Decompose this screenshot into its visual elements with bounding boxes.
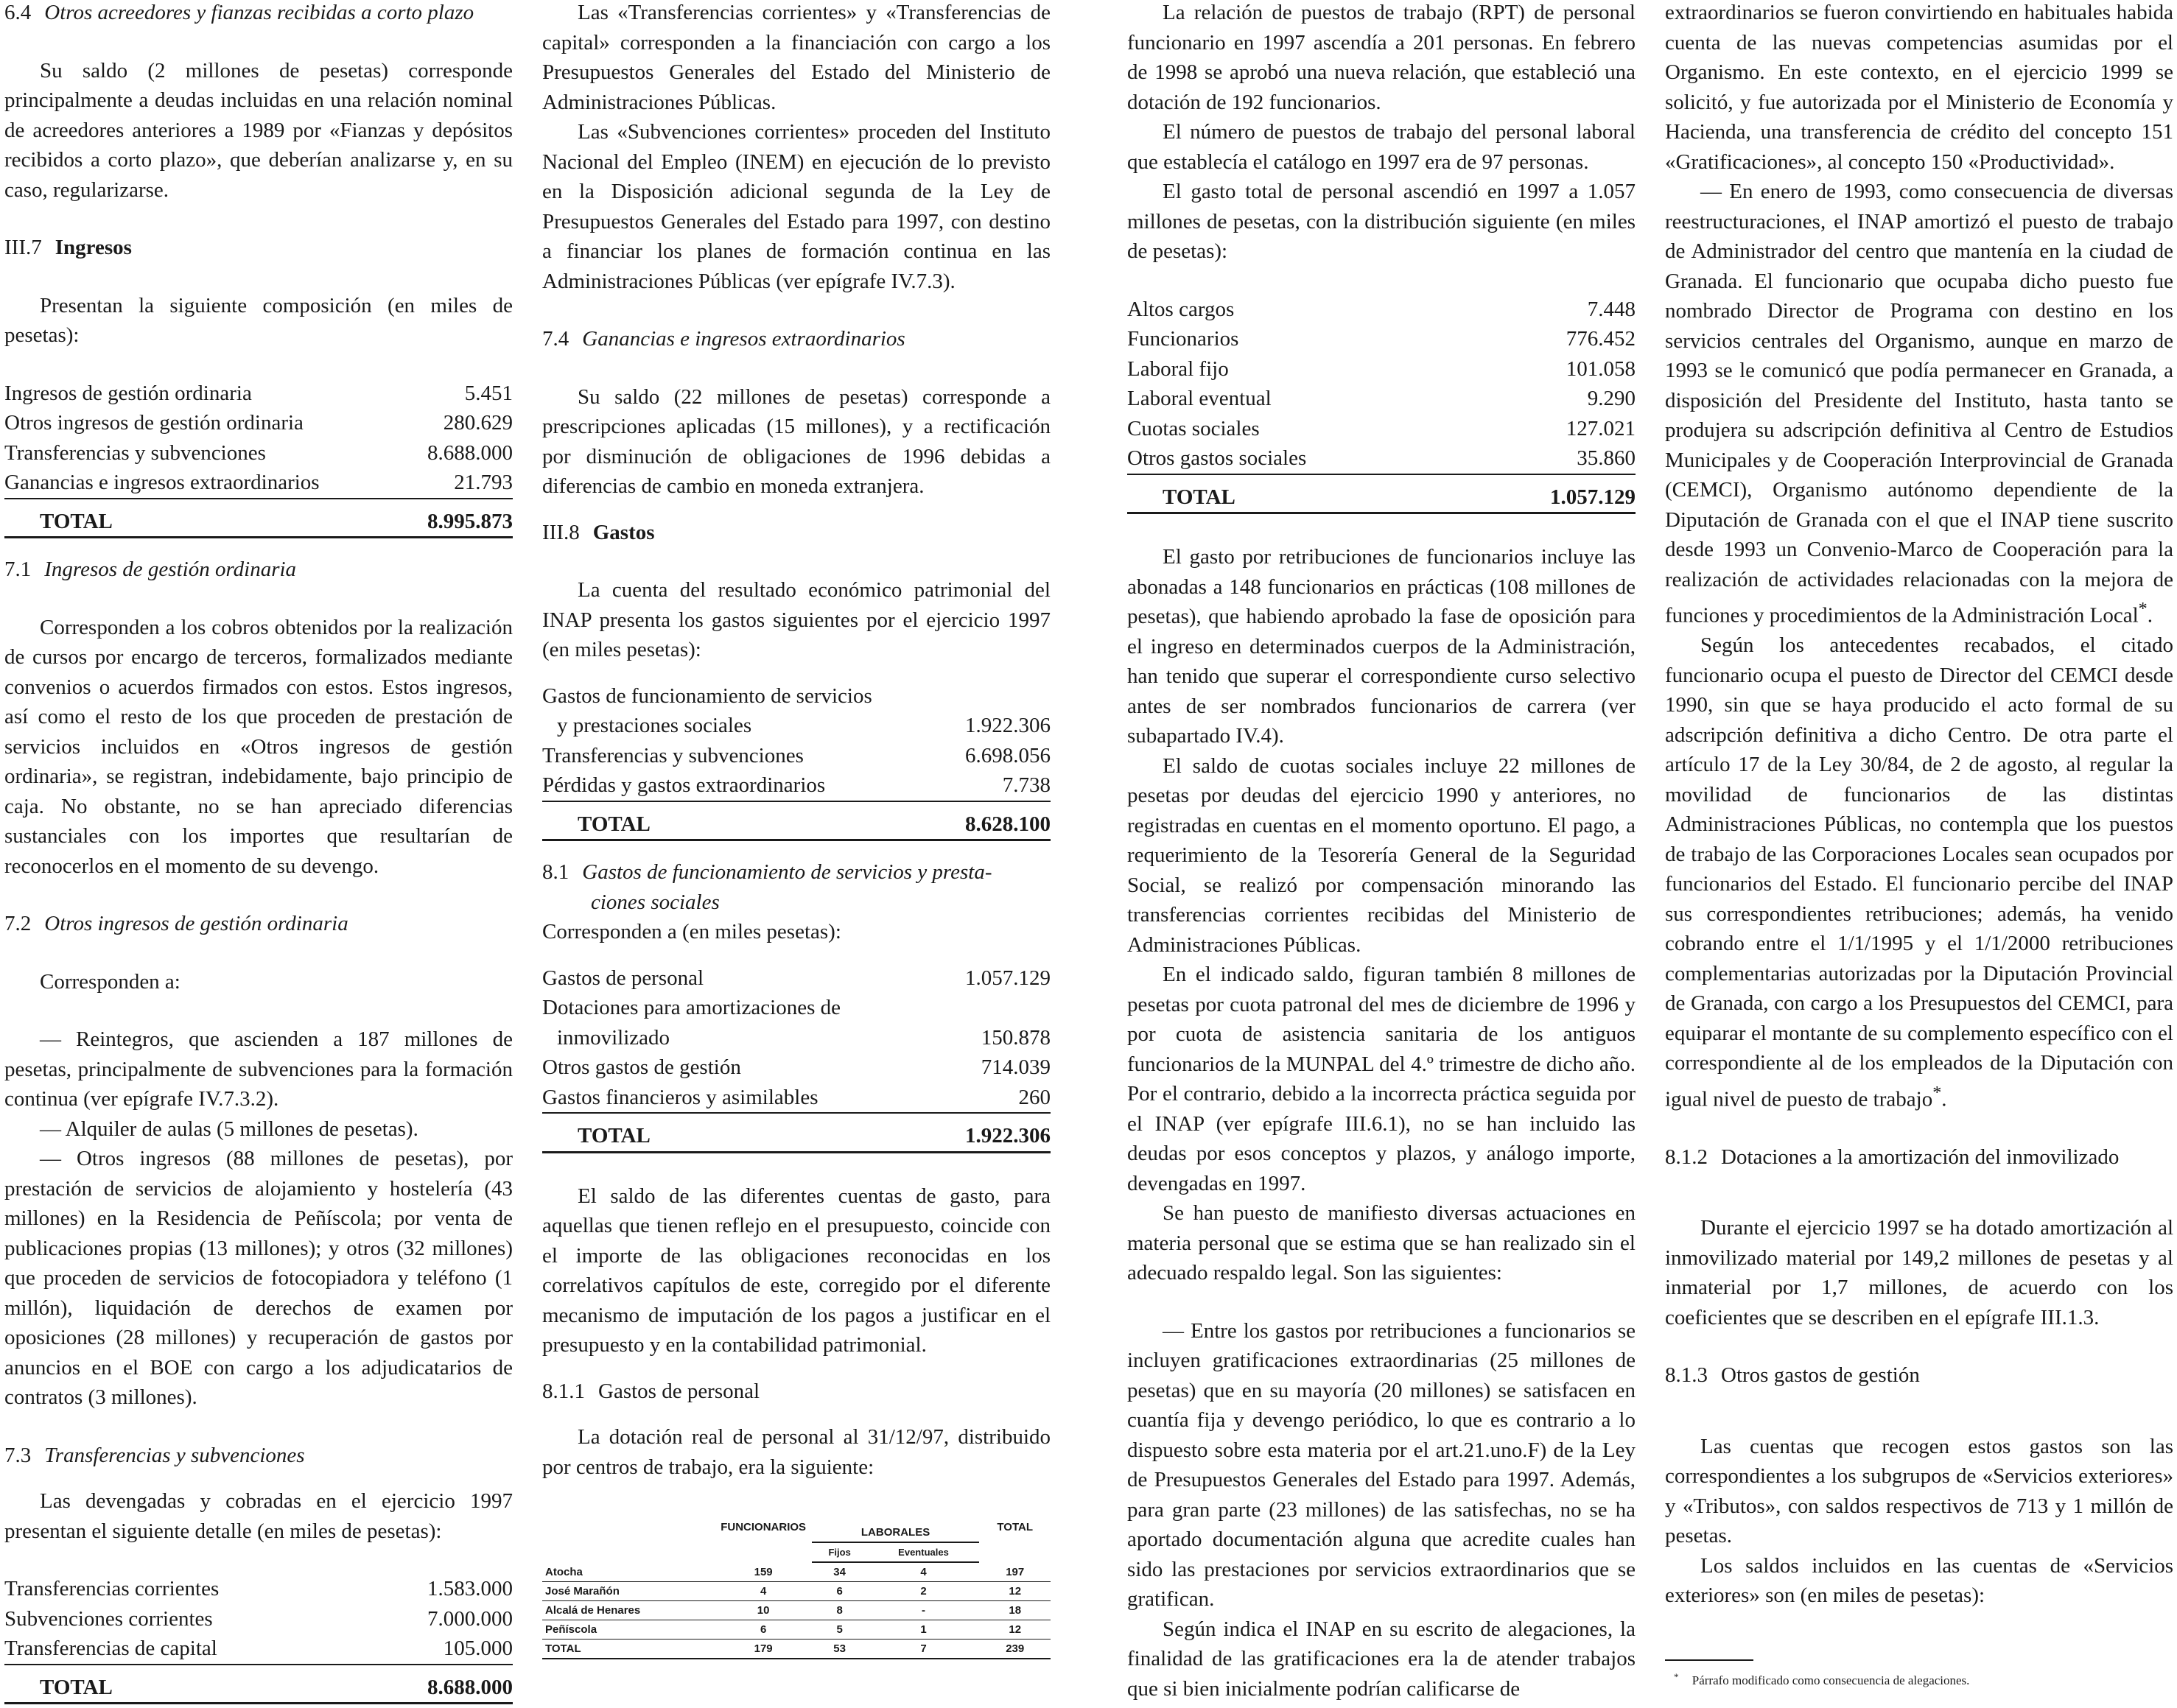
paragraph: El saldo de cuotas sociales incluye 22 millones de pesetas por deudas del ejercicio 1990 y anteriores, no registradas en cuentas en el momento oportuno. El pago, a requerimiento de la Tesorería General de la Seguridad Social, se realizó por compensación minorando las transferencias corrientes recibidas del Ministerio de Administraciones Públicas. — [1127, 753, 1636, 957]
table-subheader-row: Fijos Eventuales — [542, 1542, 1051, 1562]
table-row: Ingresos de gestión ordinaria 5.451 — [4, 381, 513, 405]
table-total-row: TOTAL 8.995.873 — [4, 499, 513, 538]
paragraph: El gasto por retribuciones de funcionarios incluye las abonadas a 148 funcionarios en prácticas (108 millones de pesetas), que habiendo aprobado la fase de oposición para el ingreso en determinados cuerpos de la Administración, han tenido que superar el correspondiente curso selectivo antes de ser nombrados funcionarios de carrera (ver subapartado IV.4). — [1127, 545, 1636, 748]
heading-7-2: 7.2 Otros ingresos de gestión ordinaria — [4, 912, 348, 935]
table-row: José Marañón 4 6 2 12 — [542, 1582, 1051, 1601]
table-total-row: TOTAL 8.628.100 — [542, 801, 1051, 840]
column-1 — [4, 0, 513, 1704]
footnote: * Párrafo modificado como consecuencia de alegaciones. — [1674, 1670, 1970, 1688]
table-row: Transferencias de capital 105.000 — [4, 1634, 513, 1665]
heading-7-4: 7.4 Ganancias e ingresos extraordinarios — [542, 327, 905, 351]
table-total-row: TOTAL 179 53 7 239 — [542, 1640, 1051, 1659]
paragraph: El saldo de las diferentes cuentas de gasto, para aquellas que tienen reflejo en el presupuesto, coincide con el importe de las obligaciones reconocidas en los correlativos capítulos de este, corregido por el diferente mecanismo de imputación de los pagos a justificar en el presupuesto y en la contabilidad patrimonial. — [542, 1184, 1051, 1357]
heading-6-4: 6.4 Otros acreedores y fianzas recibidas a corto plazo — [4, 1, 474, 24]
table-total-row: TOTAL 1.922.306 — [542, 1113, 1051, 1152]
paragraph: Presentan la siguiente composición (en miles de pesetas): — [4, 293, 513, 347]
table-header-row: FUNCIONARIOS LABORALES TOTAL — [721, 1520, 1033, 1539]
paragraph: Su saldo (2 millones de pesetas) corresponde principalmente a deudas incluidas en una relación nominal de acreedores anteriores a 1989 por «Fianzas y depósitos recibidos a corto plazo», que deberían analizarse y, en su caso, regularizarse. — [4, 58, 513, 202]
heading-8-1-3: 8.1.3 Otros gastos de gestión — [1665, 1363, 1920, 1388]
column-2 — [542, 0, 1051, 1659]
paragraph: El número de puestos de trabajo del personal laboral que establecía el catálogo en 1997 era de 97 personas. — [1127, 120, 1636, 174]
paragraph: La relación de puestos de trabajo (RPT) de personal funcionario en 1997 ascendía a 201 personas. En febrero de 1998 se aprobó una nueva relación, que estableció una dotación de 192 funcionarios. — [1127, 1, 1636, 114]
table-row: Transferencias y subvenciones 8.688.000 — [4, 440, 513, 465]
table-row: Otros ingresos de gestión ordinaria 280.629 — [4, 411, 513, 435]
table-total-row: TOTAL 8.688.000 — [4, 1665, 513, 1704]
table-row: y prestaciones sociales 1.922.306 — [557, 714, 1051, 737]
footnote-divider — [1665, 1659, 1753, 1661]
list-item: — Otros ingresos (88 millones de pesetas), por prestación de servicios de alojamiento y hostelería (43 millones) en la Residencia de Peñíscola; por venta de publicaciones propias (13 millones); y otros (32 millones) que proceden de servicios de fotocopiadora y teléfono (1 millón), liquidación de derechos de examen por oposiciones (28 millones) y recuperación de gastos por anuncios en el BOE con cargo a los adjudicatarios de contratos (3 millones). — [4, 1147, 513, 1409]
paragraph: Durante el ejercicio 1997 se ha dotado amortización al inmovilizado material por 149,2 millones de pesetas y al inmaterial por 1,7 millones, de acuerdo con los coeficientes que se describen en el epígrafe III.1.3. — [1665, 1216, 2173, 1329]
personnel-cost-table — [1127, 295, 1636, 515]
list-item: — Alquiler de aulas (5 millones de pesetas). — [40, 1117, 418, 1141]
table-row: Gastos financieros y asimilables 260 — [542, 1083, 1051, 1114]
paragraph: En el indicado saldo, figuran también 8 millones de pesetas por cuota patronal del mes de diciembre de 1996 y por cuota de asistencia sanitaria de los antiguos funcionarios de la MUNPAL del 4.º trimestre de dicho año. Por el contrario, debido a la incorrecta práctica seguida por el INAP (ver epígrafe III.6.1), no se han incluido las deudas por esos conceptos y plazos, y análogo importe, devengadas en 1997. — [1127, 963, 1636, 1195]
list-item: — Reintegros, que ascienden a 187 millones de pesetas, principalmente de subvenciones para la formación continua (ver epígrafe IV.7.3.2). — [4, 1027, 513, 1111]
list-item: — En enero de 1993, como consecuencia de diversas reestructuraciones, el INAP amortizó el puesto de trabajo de Administrador del centro que mantenía en la ciudad de Granada. El funcionario que ocupaba dicho puesto fue nombrado Director de Programa con destino en los servicios centrales del Organismo, aunque en marzo de 1993 se le comunicó que podía permanecer en Granada, a disposición del Presidente del Instituto, hasta tanto se produjera su adscripción definitiva al Centro de Estudios Municipales y de Cooperación Interprovincial de Granada (CEMCI), Organismo autónomo dependiente de la Diputación de Granada con el que el INAP tiene suscrito desde 1993 un Convenio-Marco de Cooperación para la realización de actividades relacionadas con la mejora de funciones y procedimientos de la Administración Local*. — [1665, 180, 2173, 628]
table-row: Gastos de funcionamiento de servicios — [542, 683, 872, 708]
paragraph: extraordinarios se fueron convirtiendo en habituales habida cuenta de las nuevas competencias asumidas por el Organismo. En este contexto, en el ejercicio 1999 se solicitó, y fue autorizada por el Ministerio de Economía y Hacienda, una transferencia de crédito del concepto 151 «Gratificaciones», al concepto 150 «Productividad». — [1665, 1, 2173, 174]
paragraph: Corresponden a los cobros obtenidos por la realización de cursos por encargo de terceros, formalizados mediante convenios o acuerdos firmados con estos. Estos ingresos, así como el resto de los que proceden de prestación de servicios incluidos en «Otros ingresos de gestión ordinaria», se registran, indebidamente, bajo principio de caja. No obstante, no se han apreciado diferencias sustanciales con los importes que resultarían de reconocerlos en el momento de su devengo. — [4, 615, 513, 878]
table-row: Transferencias corrientes 1.583.000 — [4, 1577, 513, 1600]
table-row: Peñíscola 6 5 1 12 — [542, 1620, 1051, 1640]
paragraph: Se han puesto de manifiesto diversas actuaciones en materia personal que se estima que se han realizado sin el adecuado respaldo legal. Son las siguientes: — [1127, 1201, 1636, 1284]
table-row: Pérdidas y gastos extraordinarios 7.738 — [542, 770, 1051, 801]
paragraph: El gasto total de personal ascendió en 1997 a 1.057 millones de pesetas, con la distribución siguiente (en miles de pesetas): — [1127, 180, 1636, 263]
paragraph: Corresponden a (en miles pesetas): — [542, 920, 841, 943]
table-row: Laboral fijo 101.058 — [1127, 356, 1636, 381]
table-row: Altos cargos 7.448 — [1127, 297, 1636, 321]
heading-7-3: 7.3 Transferencias y subvenciones — [4, 1443, 305, 1467]
heading-8-1: 8.1 Gastos de funcionamiento de servicios y presta- ciones sociales — [542, 860, 992, 914]
paragraph: Su saldo (22 millones de pesetas) corresponde a prescripciones aplicadas (15 millones), y a rectificación por disminución de obligaciones de 1996 debidas a diferencias de cambio en moneda extranjera. — [542, 384, 1051, 498]
heading-III-8: III.8 Gastos — [542, 520, 655, 544]
table-row: Gastos de personal 1.057.129 — [542, 966, 1051, 990]
paragraph: Según los antecedentes recabados, el citado funcionario ocupa el puesto de Director del CEMCI desde 1990, sin que se haya producido el acto formal de su adscripción definitiva a dicho Centro. De otra parte el artículo 17 de la Ley 30/84, de 2 de agosto, al regular la movilidad de funcionarios de las distintas Administraciones Públicas, no contempla que los puestos de trabajo de las Corporaciones Locales sean ocupados por funcionarios del Estado. El funcionario percibe del INAP sus correspondientes retribuciones; además, ha venido cobrando entre el 1/1/1995 y el 1/1/2000 retribuciones complementarias autorizadas por la Diputación Provincial de Granada, con cargo a los Presupuestos del CEMCI, para equiparar el montante de su complemento específico con el correspondiente al de los empleados de la Diputación con igual nivel de puesto de trabajo*. — [1665, 633, 2173, 1111]
paragraph: Las «Subvenciones corrientes» proceden del Instituto Nacional del Empleo (INEM) en ejecución de lo previsto en la Disposición adicional segunda de la Ley de Presupuestos Generales del Estado para 1997, con destino a financiar los planes de formación continua en las Administraciones Públicas (ver epígrafe IV.7.3). — [542, 120, 1051, 293]
table-row: Dotaciones para amortizaciones de — [542, 996, 841, 1019]
heading-8-1-2: 8.1.2 Dotaciones a la amortización del inmovilizado — [1665, 1145, 2120, 1169]
table-row: Otros gastos sociales 35.860 — [1127, 443, 1636, 474]
table-row: Funcionarios 776.452 — [1127, 327, 1636, 351]
footnote-marker: * — [1932, 1082, 1942, 1103]
paragraph: Los saldos incluidos en las cuentas de «Servicios exteriores» son (en miles de pesetas): — [1665, 1553, 2173, 1608]
heading-7-1: 7.1 Ingresos de gestión ordinaria — [4, 558, 297, 581]
column-3 — [1127, 0, 1636, 1704]
column-4 — [1665, 0, 2173, 1690]
paragraph: Corresponden a: — [40, 969, 180, 994]
table-row: inmovilizado 150.878 — [557, 1025, 1051, 1050]
table-row: Alcalá de Henares 10 8 - 18 — [542, 1601, 1051, 1620]
transfers-table — [4, 1574, 513, 1704]
table-row: Subvenciones corrientes 7.000.000 — [4, 1606, 513, 1631]
table-row: Transferencias y subvenciones 6.698.056 — [542, 743, 1051, 767]
footnote-marker: * — [2138, 599, 2148, 619]
paragraph: Según indica el INAP en su escrito de alegaciones, la finalidad de las gratificaciones era la de atender trabajos que si bien inicialmente podrían calificarse de — [1127, 1617, 1636, 1701]
heading-8-1-1: 8.1.1 Gastos de personal — [542, 1379, 760, 1403]
paragraph: La dotación real de personal al 31/12/97, distribuido por centros de trabajo, era la siguiente: — [542, 1425, 1051, 1479]
paragraph: La cuenta del resultado económico patrimonial del INAP presenta los gastos siguientes por el ejercicio 1997 (en miles pesetas): — [542, 578, 1051, 661]
paragraph: Las devengadas y cobradas en el ejercicio 1997 presentan el siguiente detalle (en miles de pesetas): — [4, 1489, 513, 1543]
expenses-table — [542, 681, 1051, 842]
table-row: Cuotas sociales 127.021 — [1127, 416, 1636, 440]
table-row: Laboral eventual 9.290 — [1127, 387, 1636, 410]
income-table — [4, 379, 513, 539]
staff-table — [542, 1511, 1051, 1659]
operating-expenses-table — [542, 963, 1051, 1153]
table-row: Otros gastos de gestión 714.039 — [542, 1055, 1051, 1079]
heading-III-7: III.7 Ingresos — [4, 236, 132, 259]
paragraph: Las cuentas que recogen estos gastos son las correspondientes a los subgrupos de «Servicios exteriores» y «Tributos», con saldos respectivos de 713 y 1 millón de pesetas. — [1665, 1434, 2173, 1548]
table-row: Atocha 159 34 4 197 — [542, 1562, 1051, 1582]
list-item: — Entre los gastos por retribuciones a funcionarios se incluyen gratificaciones extraordinarias (25 millones de pesetas) que en su mayoría (20 millones) se satisfacen en cuantía fija y devengo periódico, lo que es contrario a lo dispuesto sobre esta materia por el art.21.uno.F) de la Ley de Presupuestos Generales del Estado para 1997. Además, para gran parte (23 millones) de las satisfechas, no se ha aportado documentación alguna que acredite cuales han sido las prestaciones por servicios extraordinarios que se gratifican. — [1127, 1318, 1636, 1611]
table-total-row: TOTAL 1.057.129 — [1127, 474, 1636, 513]
table-row: Ganancias e ingresos extraordinarios 21.793 — [4, 468, 513, 499]
paragraph: Las «Transferencias corrientes» y «Transferencias de capital» corresponden a la financiación con cargo a los Presupuestos Generales del Estado del Ministerio de Administraciones Públicas. — [542, 1, 1051, 114]
